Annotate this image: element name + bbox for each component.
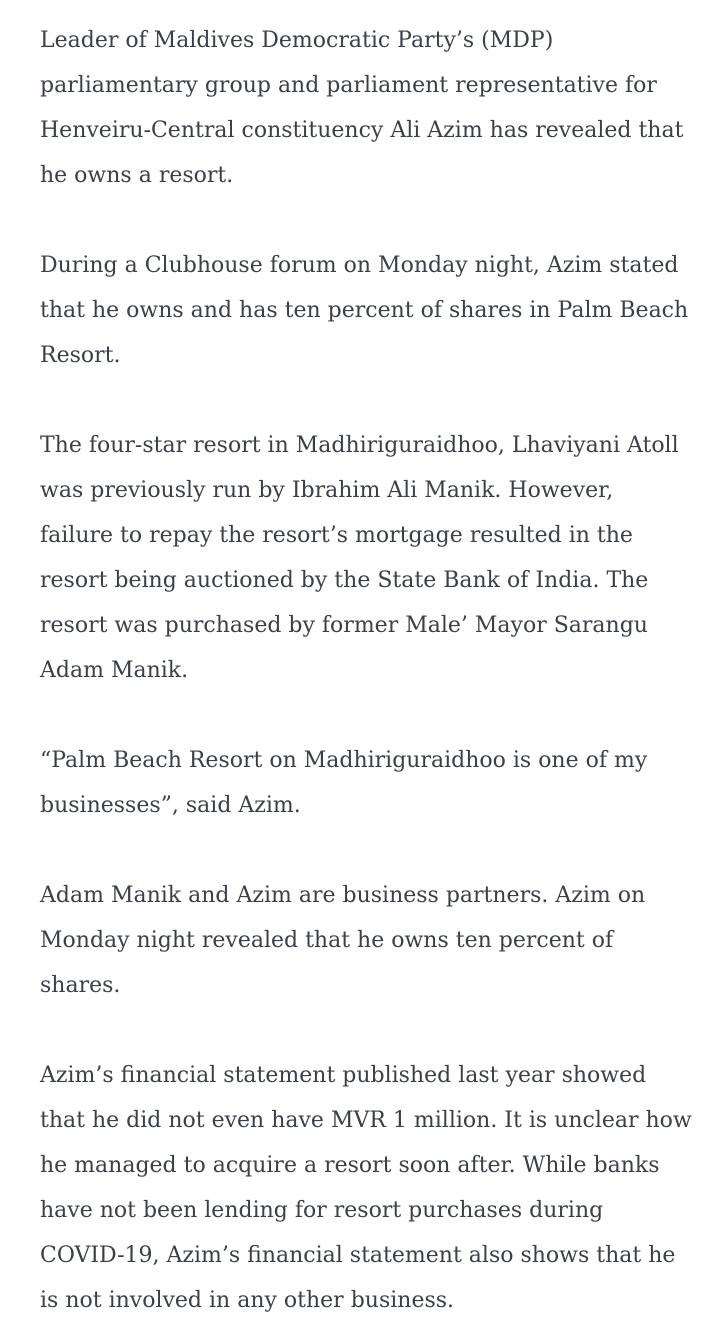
article-paragraph-6: Azim’s financial statement published last year showed that he did not even have MVR 1 million. It is unclear how he managed to acquire a resort soon after. While banks have not been lending for resort purchases during COVID-19, Azim’s financial statement also shows that he is not involved in any other business. (40, 1063, 692, 1313)
article-paragraph-2: During a Clubhouse forum on Monday night, Azim stated that he owns and has ten percent of shares in Palm Beach Resort. (40, 253, 689, 368)
article-paragraph-3: The four-star resort in Madhiriguraidhoo, Lhaviyani Atoll was previously run by Ibrahim Ali Manik. However, failure to repay the resort’s mortgage resulted in the resort being auctioned by the State Bank of India. The resort was purchased by former Male’ Mayor Sarangu Adam Manik. (40, 433, 679, 683)
article-paragraph-5: Adam Manik and Azim are business partners. Azim on Monday night revealed that he owns ten percent of shares. (40, 883, 646, 998)
article-paragraph-4: “Palm Beach Resort on Madhiriguraidhoo is one of my businesses”, said Azim. (40, 748, 648, 818)
article-paragraph-1: Leader of Maldives Democratic Party’s (MDP) parliamentary group and parliament representative for Henveiru-Central constituency Ali Azim has revealed that he owns a resort. (40, 28, 684, 188)
